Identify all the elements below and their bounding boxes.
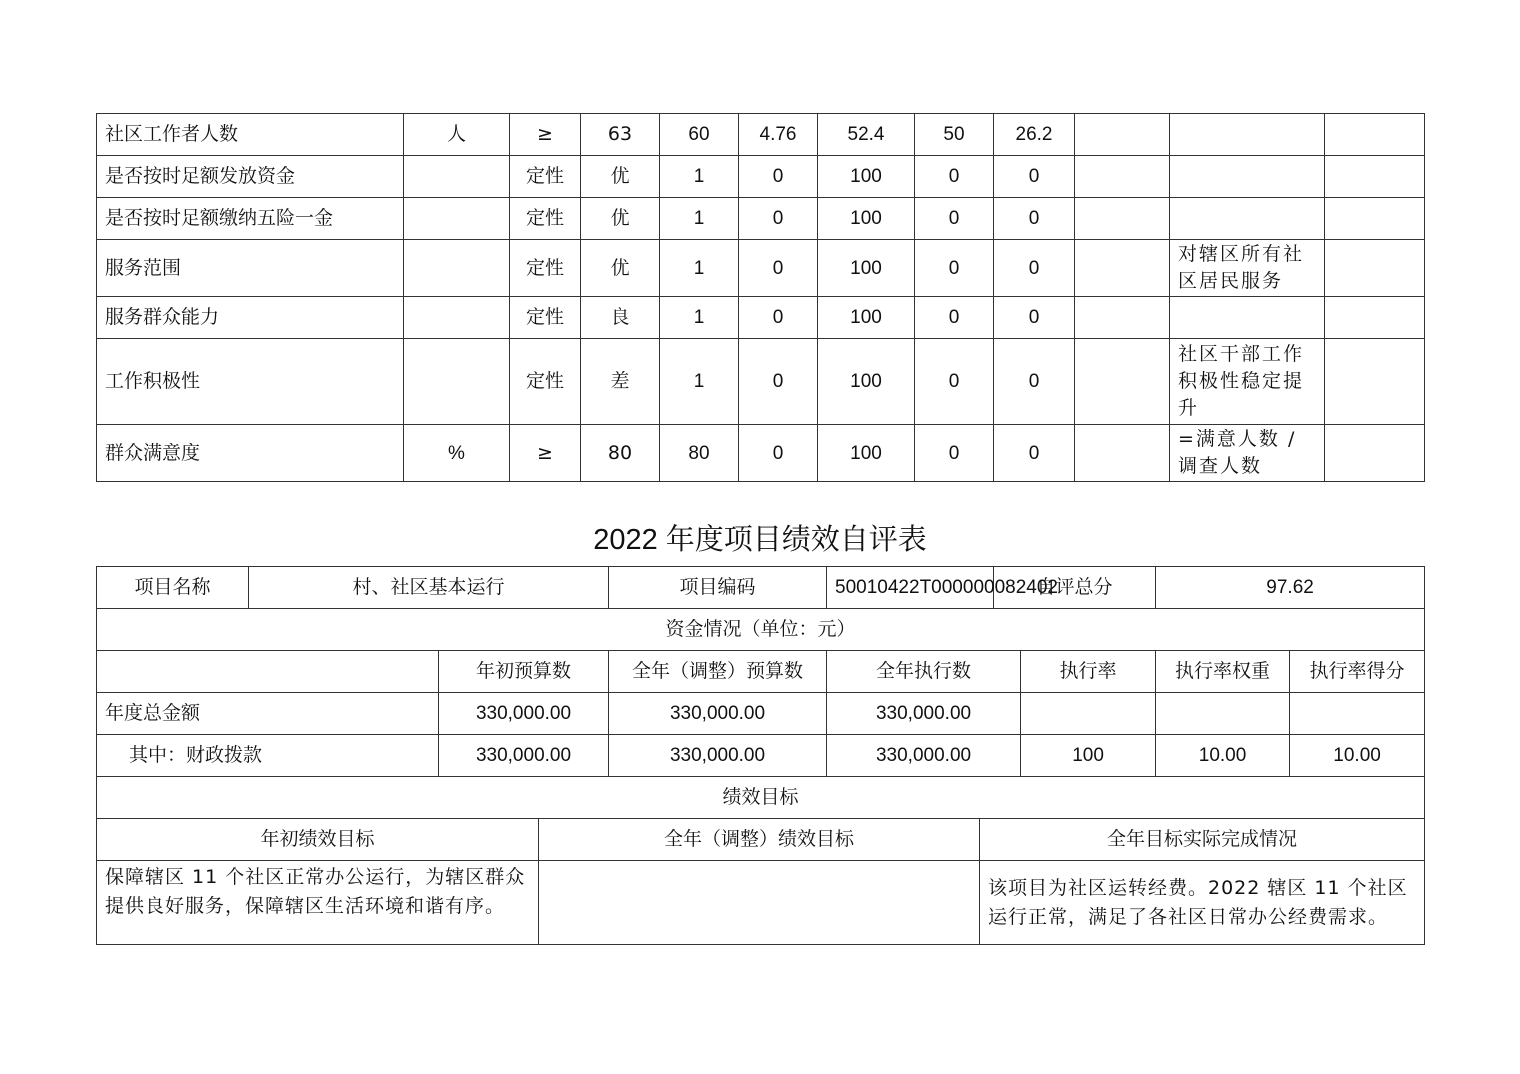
indicator-blank-end xyxy=(1325,114,1425,156)
indicator-operator: ≥ xyxy=(510,114,581,156)
indicator-operator: 定性 xyxy=(510,198,581,240)
indicator-blank xyxy=(1075,156,1170,198)
indicator-row xyxy=(97,198,1425,240)
indicator-value-b: 100 xyxy=(818,240,915,297)
goals-initial-text: 保障辖区 11 个社区正常办公运行，为辖区群众提供良好服务，保障辖区生活环境和谐有序。 xyxy=(97,861,539,945)
indicator-value-c: 0 xyxy=(915,156,994,198)
indicator-value-d: 0 xyxy=(994,297,1075,339)
indicator-unit xyxy=(404,198,510,240)
indicator-name: 服务范围 xyxy=(97,240,404,297)
project-funds-table xyxy=(96,566,1425,819)
indicator-operator: ≥ xyxy=(510,425,581,482)
indicator-value-c: 0 xyxy=(915,198,994,240)
indicator-blank xyxy=(1075,114,1170,156)
indicator-actual: 1 xyxy=(660,240,739,297)
indicator-target: 差 xyxy=(581,339,660,425)
indicator-value-d: 0 xyxy=(994,339,1075,425)
project-code: 50010422T000000082402 xyxy=(827,567,994,609)
indicator-value-b: 100 xyxy=(818,156,915,198)
indicator-blank-end xyxy=(1325,297,1425,339)
funds-row-fiscal xyxy=(97,735,1425,777)
funds-col-rate: 执行率 xyxy=(1021,651,1156,693)
indicator-value-a: 0 xyxy=(739,297,818,339)
indicator-note xyxy=(1170,297,1325,339)
project-code-label: 项目编码 xyxy=(609,567,827,609)
funds-rate xyxy=(1021,693,1156,735)
goals-col-adjusted: 全年（调整）绩效目标 xyxy=(539,819,980,861)
indicator-value-b: 100 xyxy=(818,297,915,339)
indicator-row xyxy=(97,425,1425,482)
funds-header: 资金情况（单位：元） xyxy=(97,609,1425,651)
indicator-name: 是否按时足额发放资金 xyxy=(97,156,404,198)
indicator-value-a: 0 xyxy=(739,156,818,198)
funds-column-headers xyxy=(97,651,1425,693)
funds-weight xyxy=(1156,693,1290,735)
indicator-row xyxy=(97,114,1425,156)
funds-row-label: 其中：财政拨款 xyxy=(97,735,439,777)
indicator-target: 优 xyxy=(581,198,660,240)
indicator-unit xyxy=(404,240,510,297)
indicator-name: 是否按时足额缴纳五险一金 xyxy=(97,198,404,240)
funds-score xyxy=(1290,693,1425,735)
indicator-target: 优 xyxy=(581,240,660,297)
funds-weight: 10.00 xyxy=(1156,735,1290,777)
indicator-row xyxy=(97,297,1425,339)
indicator-actual: 1 xyxy=(660,339,739,425)
indicator-target: 良 xyxy=(581,297,660,339)
goals-actual-text: 该项目为社区运转经费。2022 辖区 11 个社区运行正常，满足了各社区日常办公经费需求。 xyxy=(980,861,1425,945)
indicator-value-a: 0 xyxy=(739,339,818,425)
indicator-operator: 定性 xyxy=(510,156,581,198)
score-total: 97.62 xyxy=(1156,567,1425,609)
indicator-value-c: 0 xyxy=(915,297,994,339)
indicator-note: =满意人数 / 调查人数 xyxy=(1170,425,1325,482)
goals-table xyxy=(96,818,1425,945)
goals-adjusted-text xyxy=(539,861,980,945)
project-info-row xyxy=(97,567,1425,609)
indicator-row xyxy=(97,240,1425,297)
indicator-blank-end xyxy=(1325,198,1425,240)
indicator-operator: 定性 xyxy=(510,240,581,297)
indicator-unit: 人 xyxy=(404,114,510,156)
indicator-target: 63 xyxy=(581,114,660,156)
funds-col-adjusted: 全年（调整）预算数 xyxy=(609,651,827,693)
funds-adjusted: 330,000.00 xyxy=(609,735,827,777)
indicator-value-d: 0 xyxy=(994,156,1075,198)
project-name: 村、社区基本运行 xyxy=(249,567,609,609)
indicator-value-c: 50 xyxy=(915,114,994,156)
indicator-target: 优 xyxy=(581,156,660,198)
funds-score: 10.00 xyxy=(1290,735,1425,777)
indicator-unit xyxy=(404,156,510,198)
funds-rate: 100 xyxy=(1021,735,1156,777)
goals-content-row xyxy=(97,861,1425,945)
indicator-value-d: 0 xyxy=(994,198,1075,240)
indicator-table xyxy=(96,113,1425,482)
indicator-actual: 80 xyxy=(660,425,739,482)
project-name-label: 项目名称 xyxy=(97,567,249,609)
funds-col-score: 执行率得分 xyxy=(1290,651,1425,693)
indicator-unit: % xyxy=(404,425,510,482)
indicator-operator: 定性 xyxy=(510,297,581,339)
funds-col-blank xyxy=(97,651,439,693)
goals-col-actual: 全年目标实际完成情况 xyxy=(980,819,1425,861)
indicator-blank xyxy=(1075,240,1170,297)
indicator-value-b: 100 xyxy=(818,198,915,240)
indicator-actual: 1 xyxy=(660,297,739,339)
indicator-blank xyxy=(1075,198,1170,240)
indicator-value-a: 0 xyxy=(739,425,818,482)
indicator-value-a: 4.76 xyxy=(739,114,818,156)
funds-col-weight: 执行率权重 xyxy=(1156,651,1290,693)
indicator-value-b: 100 xyxy=(818,425,915,482)
indicator-actual: 1 xyxy=(660,156,739,198)
indicator-note: 对辖区所有社区居民服务 xyxy=(1170,240,1325,297)
indicator-name: 工作积极性 xyxy=(97,339,404,425)
indicator-value-b: 52.4 xyxy=(818,114,915,156)
indicator-note xyxy=(1170,114,1325,156)
indicator-blank xyxy=(1075,297,1170,339)
indicator-unit xyxy=(404,339,510,425)
funds-adjusted: 330,000.00 xyxy=(609,693,827,735)
indicator-value-c: 0 xyxy=(915,240,994,297)
indicator-note: 社区干部工作积极性稳定提升 xyxy=(1170,339,1325,425)
indicator-target: 80 xyxy=(581,425,660,482)
funds-executed: 330,000.00 xyxy=(827,735,1021,777)
indicator-value-c: 0 xyxy=(915,339,994,425)
funds-row-label: 年度总金额 xyxy=(97,693,439,735)
indicator-note xyxy=(1170,198,1325,240)
indicator-actual: 1 xyxy=(660,198,739,240)
funds-initial: 330,000.00 xyxy=(439,735,609,777)
indicator-value-d: 0 xyxy=(994,425,1075,482)
page-title: 2022 年度项目绩效自评表 xyxy=(593,524,927,556)
indicator-note xyxy=(1170,156,1325,198)
goals-column-headers xyxy=(97,819,1425,861)
funds-col-initial: 年初预算数 xyxy=(439,651,609,693)
funds-executed: 330,000.00 xyxy=(827,693,1021,735)
indicator-operator: 定性 xyxy=(510,339,581,425)
indicator-blank-end xyxy=(1325,425,1425,482)
indicator-unit xyxy=(404,297,510,339)
indicator-value-c: 0 xyxy=(915,425,994,482)
goals-col-initial: 年初绩效目标 xyxy=(97,819,539,861)
indicator-blank-end xyxy=(1325,156,1425,198)
indicator-name: 服务群众能力 xyxy=(97,297,404,339)
funds-initial: 330,000.00 xyxy=(439,693,609,735)
indicator-actual: 60 xyxy=(660,114,739,156)
indicator-value-a: 0 xyxy=(739,198,818,240)
indicator-blank xyxy=(1075,339,1170,425)
score-total-label: 自评总分 xyxy=(994,567,1156,609)
indicator-value-d: 26.2 xyxy=(994,114,1075,156)
indicator-blank-end xyxy=(1325,339,1425,425)
indicator-value-d: 0 xyxy=(994,240,1075,297)
indicator-value-b: 100 xyxy=(818,339,915,425)
goals-header: 绩效目标 xyxy=(97,777,1425,819)
indicator-value-a: 0 xyxy=(739,240,818,297)
funds-row-total xyxy=(97,693,1425,735)
indicator-row xyxy=(97,156,1425,198)
indicator-name: 群众满意度 xyxy=(97,425,404,482)
funds-col-executed: 全年执行数 xyxy=(827,651,1021,693)
indicator-name: 社区工作者人数 xyxy=(97,114,404,156)
indicator-row xyxy=(97,339,1425,425)
indicator-blank xyxy=(1075,425,1170,482)
indicator-blank-end xyxy=(1325,240,1425,297)
